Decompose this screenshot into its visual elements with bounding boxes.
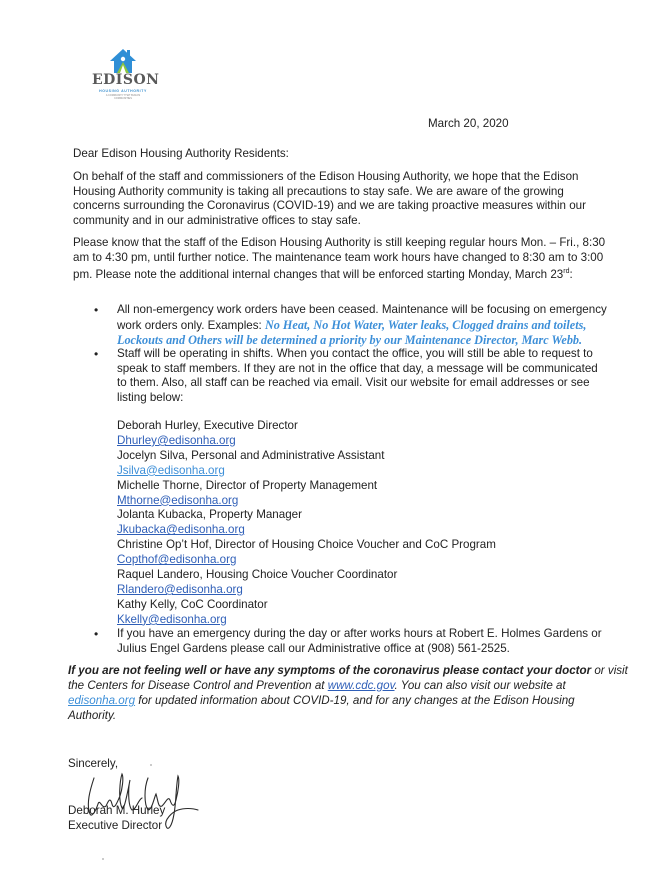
paragraph-line (68, 663, 628, 678)
signer-block (68, 803, 165, 833)
bullet-line (117, 318, 607, 334)
bullet-icon: • (94, 627, 99, 641)
signer-name: Deborah M. Hurley (68, 804, 166, 817)
staff-name-title: Jocelyn Silva, Personal and Administrative Assistant (117, 448, 385, 462)
org-wordmark: EDISON (92, 72, 160, 88)
staff-name-title: Christine Op’t Hof, Director of Housing Choice Voucher and CoC Program (117, 538, 496, 552)
cdc-link[interactable]: www.cdc.gov (327, 679, 395, 692)
advice-continued: or visit (591, 664, 628, 677)
emergency-examples-cont: Lockouts and Others will be determined a priority by our Maintenance Director, Marc Webb. (117, 333, 583, 348)
paragraph-line: Housing Authority community is taking all precautions to stay safe. We are aware of the growing (73, 184, 564, 198)
paragraph-line: concerns surrounding the Coronavirus (COVID-19) and we are taking proactive measures within our (73, 199, 586, 213)
staff-email-link[interactable]: Kkelly@edisonha.org (117, 612, 227, 626)
bold-advice: If you are not feeling well or have any symptoms of the coronavirus please contact your doctor (68, 664, 592, 677)
org-subtitle: HOUSING AUTHORITY (99, 89, 147, 93)
bullet-line-prefix: work orders only. Examples: (117, 318, 265, 332)
scan-speck (102, 858, 104, 860)
line-text: pm. Please note the additional internal changes that will be enforced starting Monday, March 23 (73, 268, 564, 282)
bullet-staff-shifts (117, 347, 598, 405)
staff-name-title: Raquel Landero, Housing Choice Voucher Coordinator (117, 568, 398, 582)
staff-name-title: Jolanta Kubacka, Property Manager (117, 508, 302, 522)
intro-paragraph (73, 170, 633, 228)
bullet-emergency-contact (117, 627, 602, 656)
paragraph-line: community and in our administrative offices to stay safe. (73, 213, 361, 227)
paragraph-line (73, 265, 633, 282)
bullet-line: speak to staff members. If they are not in the office that day, a message will be communicated (117, 361, 598, 375)
house-icon (109, 48, 137, 74)
staff-directory (117, 419, 496, 628)
closing-salutation: Sincerely, (68, 757, 119, 770)
bullet-line: If you have an emergency during the day or after works hours at Robert E. Holmes Gardens or (117, 627, 602, 640)
bullet-work-orders (117, 303, 607, 348)
staff-name-title: Michelle Thorne, Director of Property Management (117, 478, 378, 492)
staff-email-link[interactable]: Mthorne@edisonha.org (117, 493, 239, 507)
scan-speck (150, 764, 152, 766)
paragraph-line: Authority. (68, 709, 117, 722)
paragraph-line: Please know that the staff of the Edison Housing Authority is still keeping regular hours Mon. – Fri., 8:30 (73, 236, 606, 249)
staff-name-title: Kathy Kelly, CoC Coordinator (117, 597, 268, 611)
bullet-line: Staff will be operating in shifts. When you contact the office, you will still be able to request to (117, 347, 593, 360)
staff-email-link[interactable]: Jsilva@edisonha.org (117, 463, 225, 477)
website-link[interactable]: edisonha.org (68, 694, 136, 707)
staff-email-link[interactable]: Rlandero@edisonha.org (117, 582, 243, 596)
bullet-line: All non-emergency work orders have been ceased. Maintenance will be focusing on emergency (117, 303, 607, 316)
bullet-icon: • (94, 347, 99, 361)
line-text: for updated information about COVID-19, and for any changes at the Edison Housing (135, 694, 575, 707)
staff-name-title: Deborah Hurley, Executive Director (117, 419, 298, 432)
health-advice-paragraph (68, 663, 628, 723)
bullet-line: Julius Engel Gardens please call our Administrative office at (908) 561-2525. (117, 641, 510, 655)
staff-email-link[interactable]: Dhurley@edisonha.org (117, 433, 236, 447)
paragraph-line: am to 4:30 pm, until further notice. The maintenance team work hours have changed to 8:30 am to 3:00 (73, 250, 604, 264)
ordinal-suffix: rd (563, 268, 570, 276)
staff-email-link[interactable]: Jkubacka@edisonha.org (117, 523, 245, 537)
paragraph-line: On behalf of the staff and commissioners of the Edison Housing Authority, we hope that the Edison (73, 170, 579, 183)
line-end: : (569, 268, 573, 282)
staff-email-link[interactable]: Copthof@edisonha.org (117, 553, 237, 567)
bullet-line: to them. Also, all staff can be reached via email. Visit our website for email addresses or see (117, 376, 590, 390)
edison-logo (92, 48, 160, 104)
line-text: . You can also visit our website at (394, 679, 566, 692)
salutation: Dear Edison Housing Authority Residents: (73, 147, 289, 160)
paragraph-line (68, 693, 628, 708)
bullet-line: listing below: (117, 390, 184, 404)
paragraph-line (68, 678, 628, 693)
line-text: the Centers for Disease Control and Prevention at (68, 679, 328, 692)
signer-title: Executive Director (68, 819, 163, 832)
emergency-examples: No Heat, No Hot Water, Water leaks, Clogged drains and toilets, (264, 317, 587, 332)
org-tagline: A COMMUNITY THAT BUILDS COMMUNITIES (105, 94, 141, 100)
letter-date: March 20, 2020 (428, 117, 509, 130)
hours-paragraph (73, 236, 633, 283)
bullet-icon: • (94, 303, 99, 317)
